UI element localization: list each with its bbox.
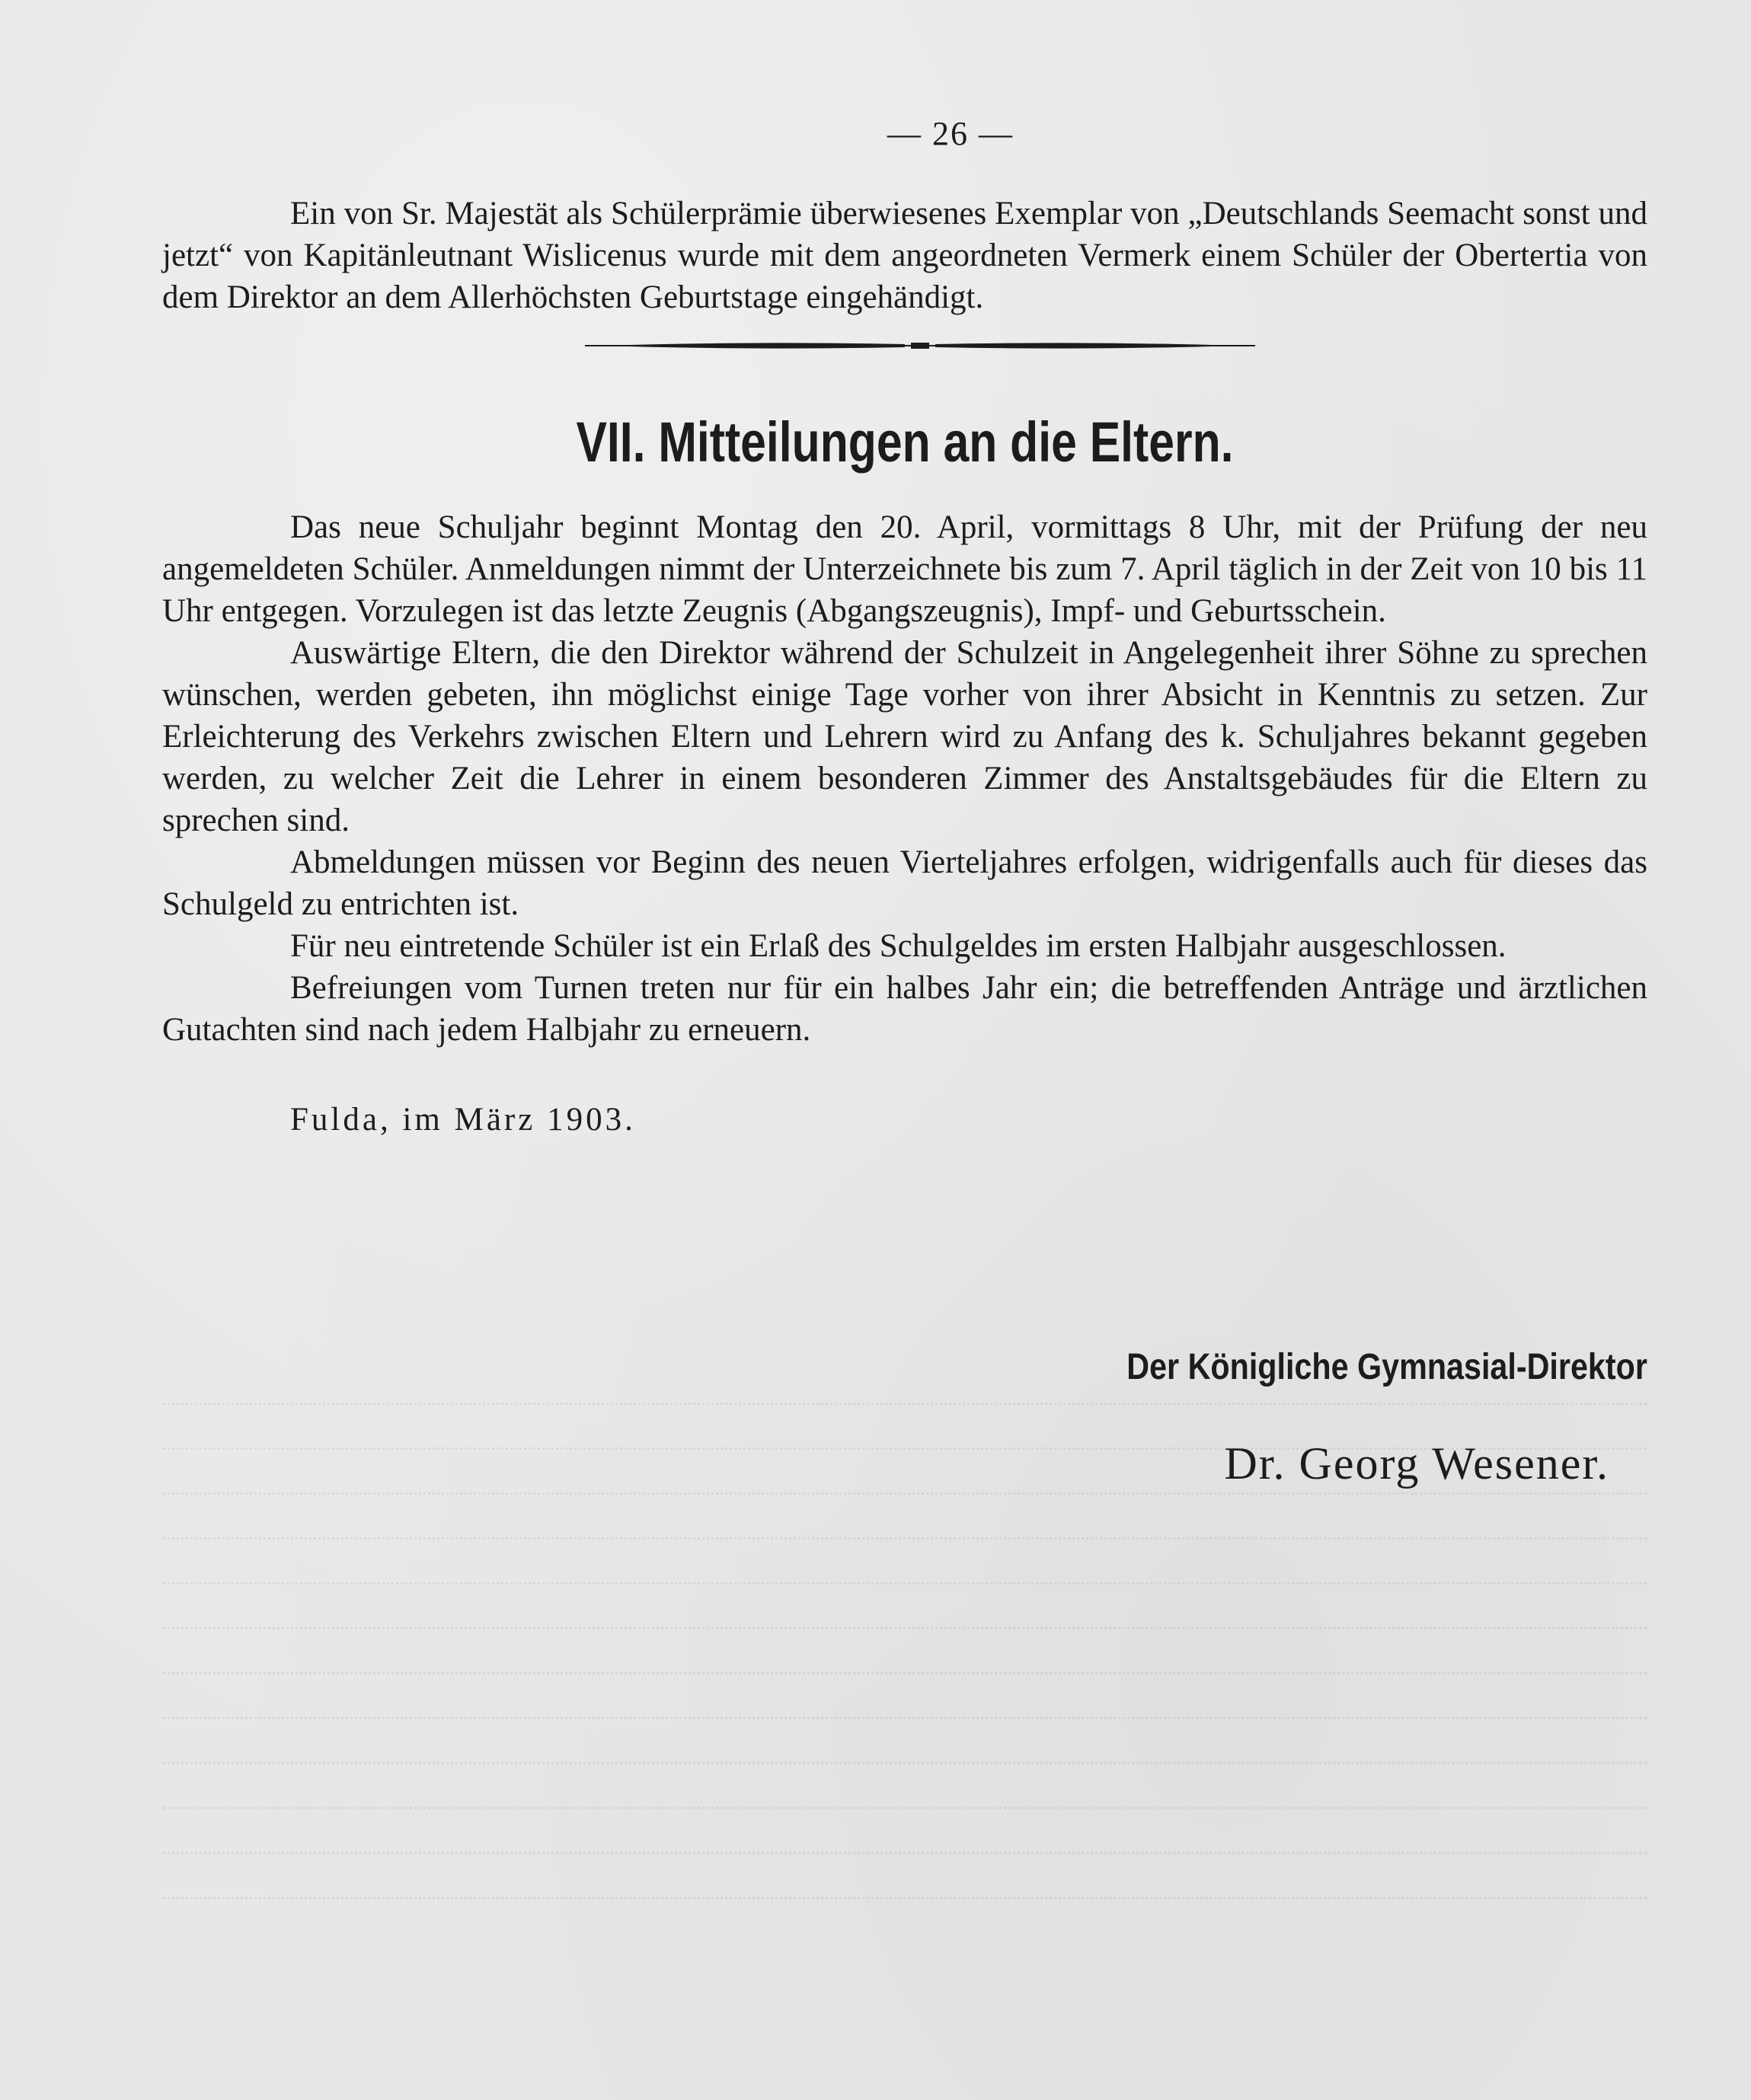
intro-paragraph: Ein von Sr. Majestät als Schülerprämie überwiesenes Exemplar von „Deutschlands Seemacht sonst und jetzt“ von Kapitänleutnant Wislicenus wurde mit dem angeordneten Vermerk einem Schüler der Obertertia von dem Direktor an dem Allerhöchsten Geburtstage eingehändigt. xyxy=(162,196,1647,315)
page-content xyxy=(162,114,1647,1489)
paragraph-parent-visits: Auswärtige Eltern, die den Direktor während der Schulzeit in Angelegenheit ihrer Söhne zu sprechen wünschen, werden gebeten, ihn möglichst einige Tage vorher von ihrer Absicht in Kenntnis zu setzen. Zur Erleichterung des Verkehrs zwischen Eltern und Lehrern wird zu Anfang des k. Schuljahres bekannt gegeben werden, zu welcher Zeit die Lehrer in einem besonderen Zimmer des Anstaltsgebäudes für die Eltern zu sprechen sind. xyxy=(162,635,1647,838)
show-through-heading xyxy=(162,1294,1647,1337)
section-heading: VII. Mitteilungen an die Eltern. xyxy=(576,410,1234,474)
signature-name: Dr. Georg Wesener. xyxy=(1224,1438,1609,1489)
paragraph-deregistration: Abmeldungen müssen vor Beginn des neuen Vierteljahres erfolgen, widrigenfalls auch für dieses das Schulgeld zu entrichten ist. xyxy=(162,844,1647,922)
signature-title: Der Königliche Gymnasial-Direktor xyxy=(1126,1347,1647,1387)
paragraph-fee-waiver: Für neu eintretende Schüler ist ein Erlaß des Schulgeldes im ersten Halbjahr ausgeschlossen. xyxy=(290,928,1507,964)
paragraph-gym-exemption: Befreiungen vom Turnen treten nur für ein halbes Jahr ein; die betreffenden Anträge und ärztlichen Gutachten sind nach jedem Halbjahr zu erneuern. xyxy=(162,970,1647,1048)
place-date: Fulda, im März 1903. xyxy=(290,1102,636,1138)
section-divider-rule xyxy=(585,334,1255,359)
page-number: — 26 — xyxy=(887,115,1014,152)
paragraph-registration: Das neue Schuljahr beginnt Montag den 20. April, vormittags 8 Uhr, mit der Prüfung der neu angemeldeten Schüler. Anmeldungen nimmt der Unterzeichnete bis zum 7. April täglich in der Zeit von 10 bis 11 Uhr entgegen. Vorzulegen ist das letzte Zeugnis (Abgangszeugnis), Impf- und Geburtsschein. xyxy=(162,509,1647,629)
